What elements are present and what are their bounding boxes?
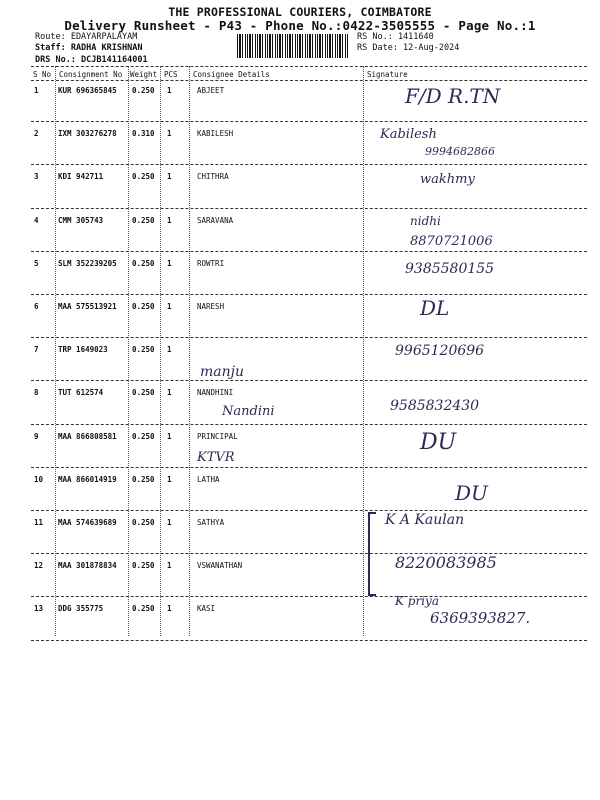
row-pcs: 1 [167, 172, 172, 182]
column-divider [55, 66, 56, 636]
row-pcs: 1 [167, 604, 172, 614]
row-sno: 8 [34, 388, 39, 398]
row-pcs: 1 [167, 302, 172, 311]
row-consignment-no: MAA 866014919 [58, 474, 117, 484]
runsheet-title: Delivery Runsheet - P43 - Phone No.:0422-3505555 - Page No.:1 [64, 18, 536, 33]
row-consignee: KABILESH [197, 129, 234, 139]
row-sno: 5 [34, 258, 39, 268]
row-signature: DU [455, 480, 488, 505]
row-pcs: 1 [167, 561, 172, 571]
row-consignment-no: MAA 301878834 [58, 561, 117, 571]
col-sno: S No [33, 70, 52, 79]
row-weight: 0.250 [132, 431, 155, 441]
row-weight: 0.250 [132, 345, 155, 355]
row-pcs: 1 [167, 431, 172, 441]
row-pcs: 1 [167, 388, 172, 398]
row-signature: Kabilesh [380, 127, 437, 143]
row-divider [31, 294, 587, 295]
row-sno: 4 [34, 215, 39, 225]
row-pcs: 1 [167, 129, 172, 139]
row-weight: 0.250 [132, 518, 155, 527]
company-title: THE PROFESSIONAL COURIERS, COIMBATORE [168, 5, 432, 19]
row-signature-phone: 6369393827. [430, 609, 531, 628]
col-weight: Weight [130, 70, 158, 79]
row-signature: DL [420, 296, 450, 320]
row-signature: nidhi [410, 213, 441, 228]
row-signature: 9385580155 [405, 260, 495, 277]
row-sno: 13 [34, 604, 44, 614]
header-top-rule [31, 66, 587, 67]
row-signature: 9585832430 [390, 398, 480, 415]
row-consignee: VSWANATHAN [197, 561, 243, 571]
row-consignment-no: TRP 1649023 [58, 345, 108, 355]
row-consignment-no: IXM 303276278 [58, 129, 117, 139]
handwritten-name: manju [200, 364, 244, 380]
row-consignment-no: MAA 866808581 [58, 431, 117, 441]
row-weight: 0.250 [132, 172, 155, 182]
row-consignee: SARAVANA [197, 215, 234, 225]
row-signature-phone: 8870721006 [410, 233, 493, 249]
row-weight: 0.250 [132, 561, 155, 571]
row-sno: 7 [34, 345, 39, 355]
row-consignee: LATHA [197, 474, 220, 484]
column-divider [160, 66, 161, 636]
row-pcs: 1 [167, 474, 172, 484]
column-divider [189, 66, 190, 636]
row-weight: 0.250 [132, 604, 155, 614]
row-consignment-no: CMM 305743 [58, 215, 104, 225]
col-pcs: PCS [164, 70, 178, 79]
row-divider [31, 596, 587, 597]
row-sno: 1 [34, 86, 39, 95]
row-divider [31, 380, 587, 381]
row-consignee: CHITHRA [197, 172, 229, 182]
staff-label: Staff: RADHA KRISHNAN [35, 43, 143, 53]
row-sno: 3 [34, 172, 39, 182]
rs-date: RS Date: 12-Aug-2024 [357, 43, 460, 53]
row-consignment-no: SLM 352239205 [58, 258, 117, 268]
row-divider [31, 121, 587, 122]
row-sno: 2 [34, 129, 39, 139]
row-weight: 0.250 [132, 474, 155, 484]
row-consignee: KASI [197, 604, 216, 614]
row-consignment-no: KDI 942711 [58, 172, 104, 182]
col-consignment: Consignment No [59, 70, 123, 79]
row-divider [31, 424, 587, 425]
row-consignment-no: TUT 612574 [58, 388, 104, 398]
row-pcs: 1 [167, 258, 172, 268]
drs-label: DRS No.: DCJB141164001 [35, 55, 148, 65]
row-pcs: 1 [167, 86, 172, 95]
row-consignment-no: MAA 574639689 [58, 518, 117, 527]
header-bottom-rule [31, 80, 587, 81]
row-consignee: ROWTRI [197, 258, 225, 268]
row-signature: DU [420, 429, 457, 455]
row-sno: 6 [34, 302, 39, 311]
row-pcs: 1 [167, 518, 172, 527]
row-consignment-no: MAA 575513921 [58, 302, 117, 311]
row-signature: F/D R.TN [405, 84, 501, 108]
row-signature: 9965120696 [395, 343, 485, 360]
row-consignee: SATHYA [197, 518, 225, 527]
row-consignee: NANDHINI [197, 388, 234, 398]
row-divider [31, 467, 587, 468]
row-weight: 0.250 [132, 86, 155, 95]
row-consignee: PRINCIPAL [197, 431, 238, 441]
row-weight: 0.250 [132, 215, 155, 225]
column-divider [363, 66, 364, 636]
row-signature: 8220083985 [395, 553, 497, 573]
row-sno: 11 [34, 518, 44, 527]
row-weight: 0.250 [132, 302, 155, 311]
route-label: Route: EDAYARPALAYAM [35, 32, 138, 42]
barcode-image [237, 34, 349, 58]
row-consignment-no: DDG 355775 [58, 604, 104, 614]
row-signature-phone: 9994682866 [425, 145, 495, 159]
row-divider [31, 208, 587, 209]
row-signature: wakhmy [420, 172, 475, 188]
row-sno: 10 [34, 474, 44, 484]
row-divider [31, 640, 587, 641]
row-signature: K priya [395, 594, 439, 609]
row-weight: 0.250 [132, 388, 155, 398]
row-sno: 12 [34, 561, 44, 571]
row-divider [31, 164, 587, 165]
row-sno: 9 [34, 431, 39, 441]
row-pcs: 1 [167, 215, 172, 225]
col-signature: Signature [367, 70, 408, 79]
row-pcs: 1 [167, 345, 172, 355]
rs-number: RS No.: 1411640 [357, 32, 434, 42]
handwritten-name: Nandini [222, 404, 275, 419]
col-consignee: Consignee Details [193, 70, 270, 79]
row-divider [31, 553, 587, 554]
row-divider [31, 510, 587, 511]
row-divider [31, 337, 587, 338]
column-divider [128, 66, 129, 636]
row-weight: 0.250 [132, 258, 155, 268]
handwritten-name: KTVR [197, 450, 235, 465]
row-consignee: ABJEET [197, 86, 225, 95]
row-consignee: NARESH [197, 302, 225, 311]
row-consignment-no: KUR 696365845 [58, 86, 117, 95]
row-signature: K A Kaulan [385, 512, 465, 528]
row-divider [31, 251, 587, 252]
row-weight: 0.310 [132, 129, 155, 139]
signature-bracket [368, 512, 376, 596]
